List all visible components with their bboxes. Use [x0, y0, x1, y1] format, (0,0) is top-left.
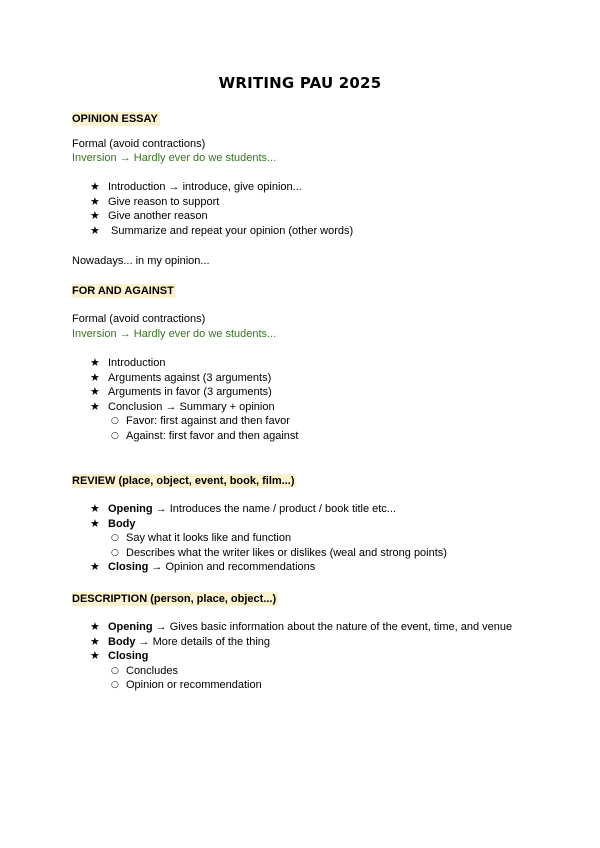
circle-bullet-icon: ○	[111, 430, 119, 441]
list-item: ★ Closing	[90, 649, 149, 663]
section-heading-description: DESCRIPTION (person, place, object...)	[72, 593, 277, 605]
star-bullet-icon: ★	[90, 502, 100, 515]
list-item: ★ Arguments against (3 arguments)	[90, 370, 272, 384]
sub-list-item: ○ Concludes	[111, 664, 178, 677]
star-bullet-icon: ★	[90, 649, 100, 663]
opinion-formal-note: Formal (avoid contractions)	[72, 138, 206, 150]
star-bullet-icon: ★	[90, 399, 100, 413]
section-heading-for-against: FOR AND AGAINST	[72, 285, 174, 297]
circle-bullet-icon: ○	[111, 416, 119, 427]
star-bullet-icon: ★	[90, 634, 100, 648]
sub-list-item: ○ Say what it looks like and function	[111, 532, 292, 545]
list-item: ★ Summarize and repeat your opinion (other words)	[90, 223, 354, 237]
for-against-structure-list	[90, 356, 298, 444]
star-bullet-icon: ★	[90, 620, 100, 633]
for-against-inversion-note: Inversion → Hardly ever do we students...	[72, 328, 277, 340]
list-item: ★ Opening → Introduces the name / product / book title etc...	[90, 502, 396, 515]
opinion-inversion-note: Inversion → Hardly ever do we students...	[72, 152, 277, 164]
star-bullet-icon: ★	[90, 370, 100, 384]
list-item: ★ Give another reason	[90, 209, 208, 223]
sub-list-item: ○ Describes what the writer likes or dislikes (weal and strong points)	[111, 546, 447, 559]
star-bullet-icon: ★	[90, 180, 100, 193]
list-item: ★ Closing → Opinion and recommendations	[90, 560, 316, 574]
section-heading-opinion: OPINION ESSAY	[72, 113, 158, 125]
list-item: ★ Introduction	[90, 356, 166, 369]
star-bullet-icon: ★	[90, 194, 100, 208]
star-bullet-icon: ★	[90, 516, 100, 530]
opinion-connector-note: Nowadays... in my opinion...	[72, 255, 210, 267]
list-item: ★ Body → More details of the thing	[90, 634, 271, 648]
for-against-formal-note: Formal (avoid contractions)	[72, 313, 206, 325]
review-structure-list	[90, 502, 447, 575]
page-title: WRITING PAU 2025	[218, 74, 382, 92]
circle-bullet-icon: ○	[111, 680, 119, 691]
sub-list-item: ○ Against: first favor and then against	[111, 429, 299, 442]
list-item: ★ Body	[90, 516, 136, 530]
opinion-structure-list	[90, 180, 353, 238]
description-structure-list	[90, 620, 512, 693]
star-bullet-icon: ★	[90, 223, 100, 237]
sub-list-item: ○ Opinion or recommendation	[111, 679, 262, 692]
sub-list-item: ○ Favor: first against and then favor	[111, 415, 290, 428]
section-heading-review: REVIEW (place, object, event, book, film...)	[72, 475, 295, 487]
star-bullet-icon: ★	[90, 560, 100, 574]
circle-bullet-icon: ○	[111, 547, 119, 558]
list-item: ★ Conclusion → Summary + opinion	[90, 399, 275, 413]
list-item: ★ Arguments in favor (3 arguments)	[90, 385, 272, 399]
star-bullet-icon: ★	[90, 356, 100, 369]
star-bullet-icon: ★	[90, 385, 100, 399]
circle-bullet-icon: ○	[111, 533, 119, 544]
list-item: ★ Introduction → introduce, give opinion...	[90, 180, 302, 193]
circle-bullet-icon: ○	[111, 665, 119, 676]
star-bullet-icon: ★	[90, 209, 100, 223]
list-item: ★ Give reason to support	[90, 194, 220, 208]
list-item: ★ Opening → Gives basic information about the nature of the event, time, and venue	[90, 620, 513, 633]
